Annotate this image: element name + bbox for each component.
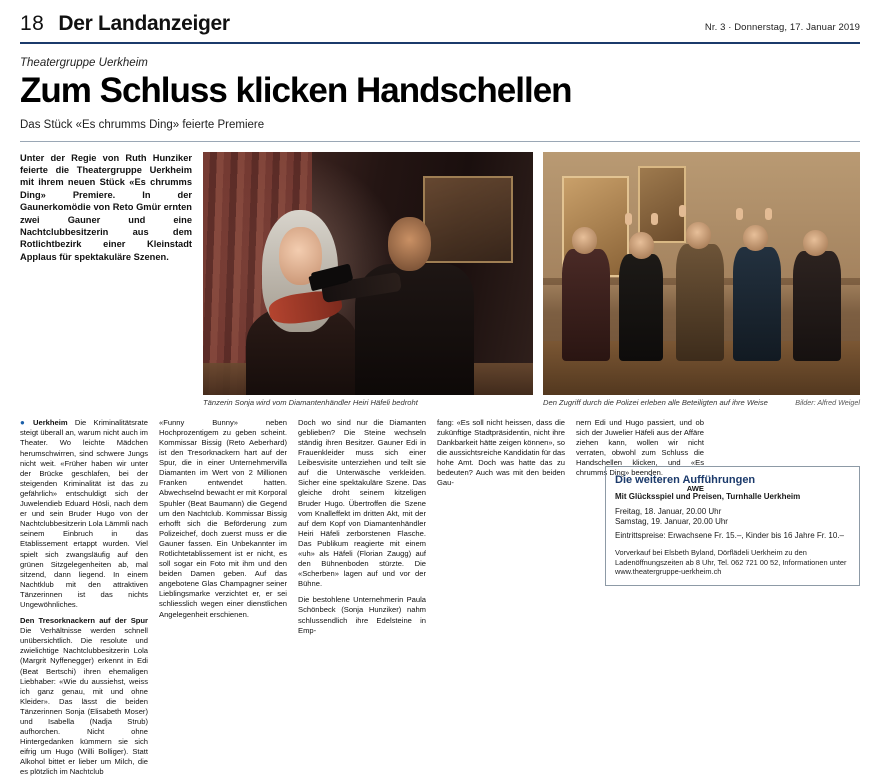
infobox-anchor bbox=[605, 466, 860, 586]
figure-2-hand-decor bbox=[625, 213, 632, 225]
paper-title: Der Landanzeiger bbox=[58, 12, 230, 35]
lead-paragraph: Unter der Regie von Ruth Hunziker feierte die Theatergruppe Uerkheim mit ihrem neuen Stück «Es chrumms Ding» Premiere. In der Gaunerkomödie von Reto Gmür ernten zwei Gauner und eine Nachtclubbesitzerin aus dem Rotlichtbezirk einer Kleinstadt Applaus für spektakuläre Szenen. bbox=[20, 152, 192, 262]
figure-4-hand-2-decor bbox=[765, 208, 772, 220]
text-column-1 bbox=[20, 418, 148, 784]
figure-3-head-decor bbox=[686, 222, 711, 249]
dateline-placename: ● Uerkheim bbox=[20, 418, 68, 427]
figure-4-decor bbox=[733, 247, 781, 361]
paragraph: Die bestohlene Unternehmerin Paula Schönbeck (Sonja Hunziker) nahm schlussendlich ihre Edelsteine in Emp- bbox=[298, 595, 426, 635]
page-title: Zum Schluss klicken Handschellen bbox=[20, 71, 572, 110]
text-column-2 bbox=[159, 418, 287, 784]
paragraph-text: Die Verhältnisse werden schnell unübersichtlich. Die resolute und zwielichtige Nachtclubbesitzerin Lola (Margrit Nyffenegger) erkennt in Edi (Beat Bertschi) ihren ehemaligen Liebhaber: «Wie du aussiehst, weiss ich ganz genau, mit und ohne Kleider». Das lässt die beiden Tänzerinnen Sonja (Elisabeth Moser) und Isabella (Nadja Strub) aufhorchen. Nicht ohne Hintergedanken kümmern sie sich eifrig um Hugo (Willi Bolliger). Statt Alkohol bittet er lieber um Milch, die es plötzlich im Nachtclub bbox=[20, 626, 148, 777]
paragraph bbox=[20, 616, 148, 778]
photo-caption-1: Tänzerin Sonja wird vom Diamantenhändler Heiri Häfeli bedroht bbox=[203, 397, 418, 407]
paragraph bbox=[20, 418, 148, 610]
lead-column bbox=[20, 152, 192, 407]
photo-container-1 bbox=[203, 152, 533, 407]
lead-and-photos bbox=[20, 152, 860, 407]
wall-picture-decor bbox=[423, 176, 513, 263]
figure-1-head-decor bbox=[572, 227, 597, 254]
paragraph: «Funny Bunny» neben Hochprozentigem zu geben scheint. Kommissar Bissig (Reto Aeberhard) ist den Tresorknackern hart auf der Spur, die in einer Unternehmervilla Diamanten im Wert von 2 Millionen Franken entwendet hatten. Abwechselnd bewacht er mit Korporal Spuhler (Beat Baumann) die Gegend um den Nachtclub. Kommissar Bissig erhofft sich die Beförderung zum Polizeichef, doch zuerst muss er die Gauner fassen. Ein Unbekannter im Rotlichtetablissement ist er nicht, es soll sogar ein Foto mit ihm und den beiden Damen geben. Auf das angebotene Glas Champagner seiner Lieblingsmarke verzichtet er, er sei schliesslich wegen einer dienstlichen Angelegenheit erschienen. bbox=[159, 417, 287, 619]
figure-4-head-decor bbox=[743, 225, 768, 252]
photo-block bbox=[203, 152, 860, 407]
paragraph: Doch wo sind nur die Diamanten geblieben? Die Steine wechseln ständig ihren Besitzer. Gauner Edi in Frauenkleider muss sich einer Leibesvisite unterziehen und teilt sie auf die Unterwäsche verkleiden. Sicher eine spektakuläre Szene. Das gleiche droht seinem kitzeligen Bruder Hugo. Übertroffen die Szene vom Knalleffekt im dritten Akt, mit der auf dem Kopf von Diamantenhändler Heiri Häfeli zerborstenen Flasche. Das Publikum reagierte mit einem «uh» als Häfeli (Florian Zaugg) auf den Bühnenboden stürzte. Die «Scherben» lagen auf und vor der Bühne. bbox=[298, 417, 426, 589]
figure-3-hand-decor bbox=[679, 205, 686, 217]
paragraph: fang: «Es soll nicht heissen, dass die zukünftige Stadtpräsidentin, nicht ihre Dankbarkeit hätte zeigen können», so die aussichtsreiche Kandidatin für das hohe Amt. Doch was hatte das zu bedeuten? Auch was mit den beiden Gau- bbox=[437, 417, 565, 488]
figure-4-hand-decor bbox=[736, 208, 743, 220]
figure-3-decor bbox=[676, 244, 724, 361]
masthead bbox=[20, 12, 860, 44]
author-signature: AWE bbox=[686, 484, 704, 494]
text-column-4 bbox=[437, 418, 565, 784]
section-subhead: Den Tresorknackern auf der Spur bbox=[20, 616, 148, 626]
page-number: 18 bbox=[20, 12, 45, 35]
photo-credit-2: Bilder: Alfred Weigel bbox=[795, 397, 860, 407]
infobox-footer: Vorverkauf bei Elsbeth Byland, Dörflädeli Uerkheim zu den Ladenöffnungszeiten ab 8 Uhr, Tel. 062 721 00 52, Informationen unter www.theatergruppe-uerkheim.ch bbox=[615, 548, 847, 577]
article-subhead: Das Stück «Es chrumms Ding» feierte Premiere bbox=[20, 118, 265, 131]
article-kicker: Theatergruppe Uerkheim bbox=[20, 57, 148, 69]
paragraph-text: Die Kriminalitätsrate steigt überall an, warum nicht auch im Theater. Wo leichte Mädchen herumschwirren, sind schwere Jungs nicht weit. «Früher haben wir unter der Brücke geschlafen, bei der steigenden Kriminalität ist das zu gefährlich» entschuldigt sich der Juwelendieb Eduard Hösli, nach dem er und sein Bruder Hugo von der Nachtclubbesitzerin Lola Lämmli nach seinem Einbruch in das Etablissement ertappt wurden. Viel spielt sich zwangsläufig auf den grünen Sitzgelegenheiten ab, mal sitzend, dann liegend. In einem Nachtklub mit den attraktiven Tänzerinnen ist das nichts Ungewöhnliches. bbox=[20, 417, 148, 609]
issue-info: Nr. 3 · Donnerstag, 17. Januar 2019 bbox=[704, 22, 860, 33]
photo-revolver-scene bbox=[203, 152, 533, 395]
infobox-date-1: Freitag, 18. Januar, 20.00 Uhr bbox=[615, 507, 722, 516]
figure-5-decor bbox=[793, 251, 841, 360]
infobox-further-performances bbox=[605, 466, 860, 586]
photo-caption-2: Den Zugriff durch die Polizei erleben alle Beteiligten auf ihre Weise bbox=[543, 397, 768, 407]
text-column-3 bbox=[298, 418, 426, 784]
infobox-date-2: Samstag, 19. Januar, 20.00 Uhr bbox=[615, 517, 728, 526]
figure-2-decor bbox=[619, 254, 663, 361]
figure-1-decor bbox=[562, 249, 610, 361]
caption-row-2 bbox=[543, 398, 860, 407]
caption-row-1 bbox=[203, 398, 533, 407]
infobox-prices: Eintrittspreise: Erwachsene Fr. 15.–, Kinder bis 16 Jahre Fr. 10.– bbox=[615, 531, 844, 540]
photo-container-2 bbox=[543, 152, 860, 407]
divider bbox=[20, 141, 860, 142]
photo-police-raid-scene bbox=[543, 152, 860, 395]
figure-2-hand-2-decor bbox=[651, 213, 658, 225]
actor-head-decor bbox=[388, 217, 431, 270]
paragraph: nern Edi und Hugo passiert, und ob sich der Juwelier Häfeli aus der Affäre ziehen kann, wollen wir nicht verraten, obwohl zum Schluss die Handschellen klicken, und «Es chrumms Ding» beenden. bbox=[576, 417, 704, 478]
infobox-subtitle: Mit Glücksspiel und Preisen, Turnhalle Uerkheim bbox=[615, 492, 801, 501]
figure-2-head-decor bbox=[629, 232, 654, 259]
infobox-title: Die weiteren Aufführungen bbox=[615, 474, 756, 486]
